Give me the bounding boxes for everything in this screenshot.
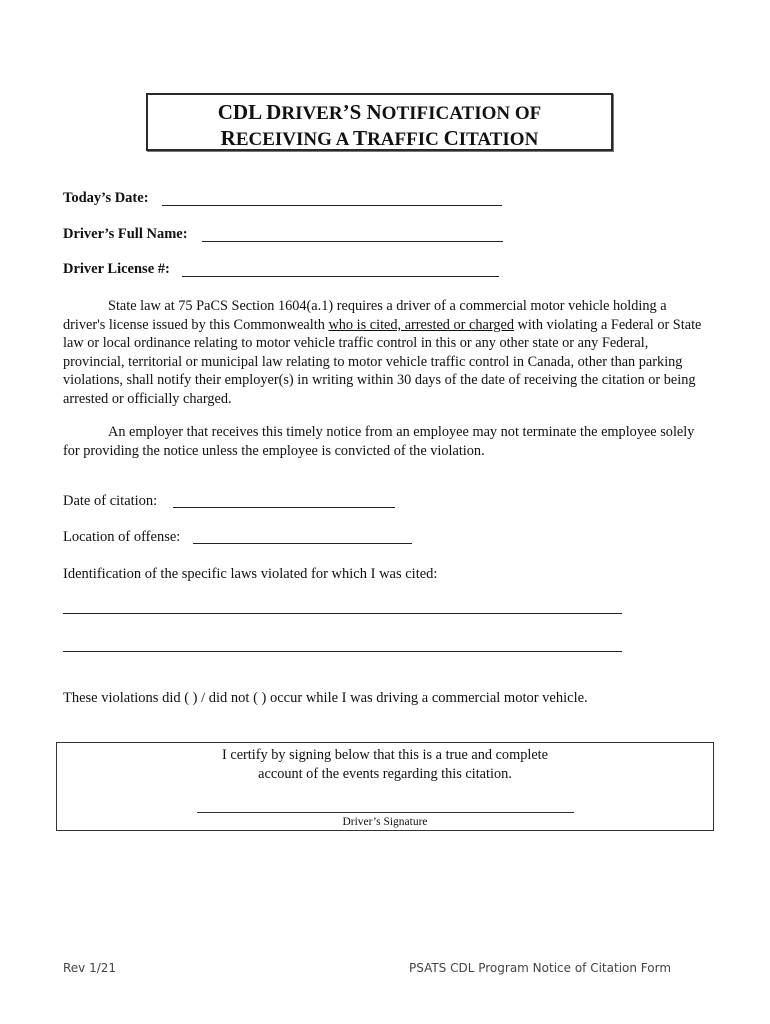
certification-line-1: I certify by signing below that this is a true and complete <box>222 747 548 763</box>
todays-date-field[interactable] <box>162 205 502 206</box>
certification-box <box>56 742 714 831</box>
license-field[interactable] <box>182 276 499 277</box>
date-of-citation-label: Date of citation: <box>63 493 158 509</box>
certification-text <box>57 746 713 784</box>
law-text-after: with violating a Federal or State law or local ordinance relating to motor vehicle traffic control in this or any other state or any Federal, provincial, territorial or municipal law relating to motor vehicle traffic control in Canada, other than parking violations, shall notify their employer(s) in writing within 30 days of the date of receiving the citation or being arrested or officially charged. <box>63 316 702 407</box>
title-part: ’S N <box>342 100 382 124</box>
certification-line-2: account of the events regarding this citation. <box>258 766 512 782</box>
identification-label: Identification of the specific laws violated for which I was cited: <box>63 566 438 582</box>
signature-field[interactable] <box>197 812 574 813</box>
signature-label: Driver’s Signature <box>342 816 428 828</box>
employer-text: An employer that receives this timely notice from an employee may not terminate the employee solely for providing the notice unless the employee is convicted of the violation. <box>63 424 695 459</box>
revision-label: Rev 1/21 <box>63 961 117 975</box>
full-name-label: Driver’s Full Name: <box>63 226 188 242</box>
title-part: RIVER <box>281 103 343 124</box>
law-text-underlined: who is cited, arrested or charged <box>328 316 514 333</box>
title-part: CDL D <box>217 100 282 124</box>
title-part: C <box>443 126 459 150</box>
law-text-before: State law at 75 PaCS Section 1604(a.1) requires a driver of a commercial motor vehicle holding a driver's license issued by this Commonwealth <box>63 298 667 333</box>
identification-line-1[interactable] <box>63 613 622 614</box>
title-part: ITATION <box>458 129 539 150</box>
title-part: T <box>353 126 368 150</box>
title-part: OTIFICATION OF <box>381 103 542 124</box>
location-field[interactable] <box>193 543 412 544</box>
location-label: Location of offense: <box>63 529 181 545</box>
employer-paragraph <box>63 423 708 460</box>
violations-statement: These violations did ( ) / did not ( ) occur while I was driving a commercial motor vehicle. <box>63 690 588 706</box>
law-paragraph <box>63 297 708 409</box>
license-label: Driver License #: <box>63 261 170 277</box>
title-line-2 <box>148 126 611 152</box>
title-part: ECEIVING A <box>235 129 354 150</box>
form-name-label: PSATS CDL Program Notice of Citation Form <box>409 961 672 975</box>
form-title <box>146 93 613 151</box>
title-line-1 <box>148 100 611 126</box>
full-name-field[interactable] <box>202 241 503 242</box>
title-part: RAFFIC <box>367 129 444 150</box>
identification-line-2[interactable] <box>63 651 622 652</box>
title-part: R <box>220 126 236 150</box>
date-of-citation-field[interactable] <box>173 507 395 508</box>
todays-date-label: Today’s Date: <box>63 190 149 206</box>
